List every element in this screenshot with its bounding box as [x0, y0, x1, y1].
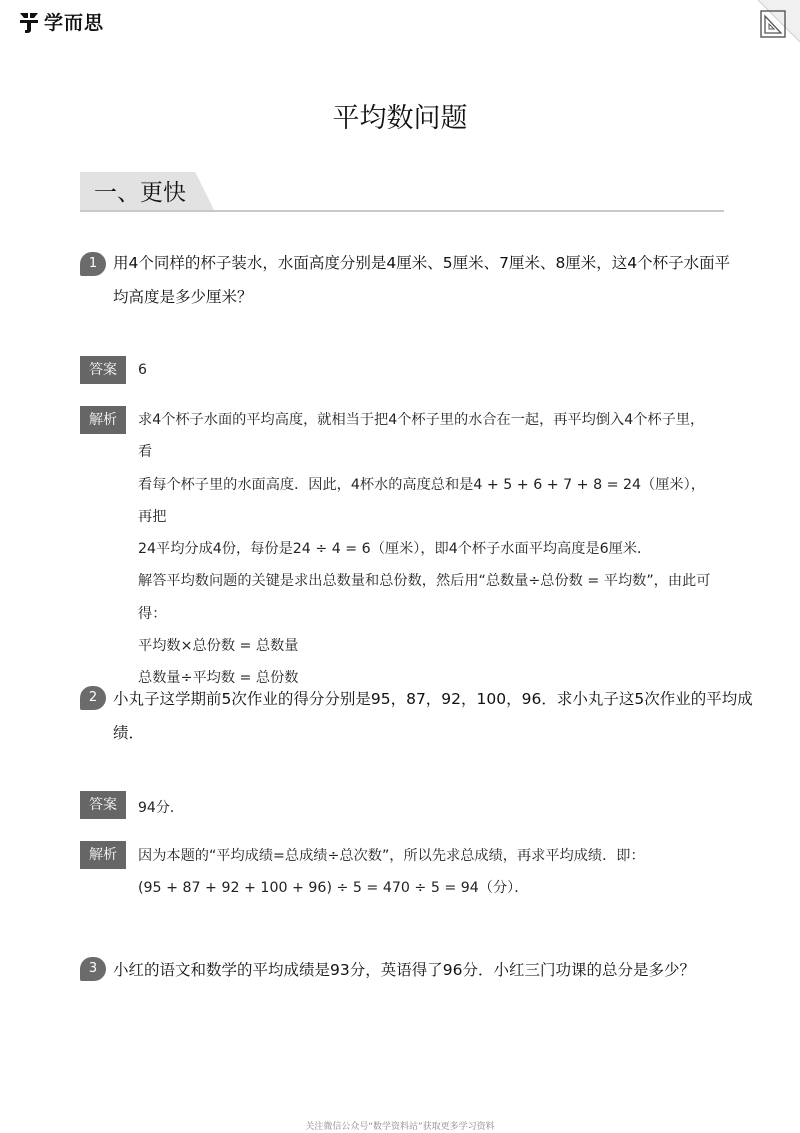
analysis-text: [138, 404, 718, 695]
problem-line: 小红的语文和数学的平均成绩是93分，英语得了96分．小红三门功课的总分是多少？: [113, 961, 695, 979]
problem-2-text: [113, 682, 753, 750]
answer-value: 94分．: [138, 800, 184, 816]
analysis-text: [138, 840, 718, 905]
problem-line: 用4个同样的杯子装水，水面高度分别是4厘米、5厘米、7厘米、8厘米，这4个杯子水面平: [113, 254, 731, 272]
problem-line: 均高度是多少厘米？: [113, 288, 253, 306]
analysis-line: 平均数×总份数 = 总数量: [138, 638, 299, 655]
analysis-line: 因为本题的“平均成绩=总成绩÷总次数”，所以先求总成绩，再求平均成绩．即：: [138, 848, 645, 864]
analysis-line: 得：: [138, 605, 167, 622]
answer-tag: 答案: [80, 356, 126, 384]
xes-logo-icon: [18, 10, 40, 34]
analysis-line: 解答平均数问题的关键是求出总数量和总份数，然后用“总数量÷总份数 = 平均数”，由此可: [138, 573, 711, 590]
analysis-line: 总数量÷平均数 = 总份数: [138, 670, 299, 687]
brand-logo: [18, 8, 104, 35]
section-label: 一、更快: [94, 180, 186, 206]
problem-number-badge: 2: [80, 686, 106, 710]
section-divider: [80, 210, 724, 212]
problem-line: 小丸子这学期前5次作业的得分分别是95，87，92，100，96．求小丸子这5次作业的平均成: [113, 690, 753, 708]
logo-text: 学而思: [44, 12, 105, 34]
analysis-tag: 解析: [80, 406, 126, 434]
analysis-tag: 解析: [80, 841, 126, 869]
problem-1-text: [113, 246, 730, 314]
analysis-line: 24平均分成4份，每份是24 ÷ 4 = 6（厘米），即4个杯子水面平均高度是6厘米．: [138, 541, 652, 558]
problem-3-text: [113, 953, 695, 987]
answer-tag: 答案: [80, 791, 126, 819]
problem-line: 绩．: [113, 724, 145, 742]
section-header: [80, 172, 724, 212]
analysis-line: (95 + 87 + 92 + 100 + 96) ÷ 5 = 470 ÷ 5 = 94（分）．: [138, 880, 529, 897]
problem-number-badge: 1: [80, 252, 106, 276]
analysis-line: 求4个杯子水面的平均高度，就相当于把4个杯子里的水合在一起，再平均倒入4个杯子里，看: [138, 412, 705, 461]
angle-ruler-badge-icon: [760, 10, 786, 38]
footer-note: 关注微信公众号“数学资料站”获取更多学习资料: [305, 1122, 495, 1132]
problem-number-badge: 3: [80, 957, 106, 981]
answer-value: 6: [138, 362, 147, 378]
page-title: 平均数问题: [332, 103, 468, 134]
analysis-line: 看每个杯子里的水面高度．因此，4杯水的高度总和是4 + 5 + 6 + 7 + 8 = 24（厘米），再把: [138, 476, 705, 525]
